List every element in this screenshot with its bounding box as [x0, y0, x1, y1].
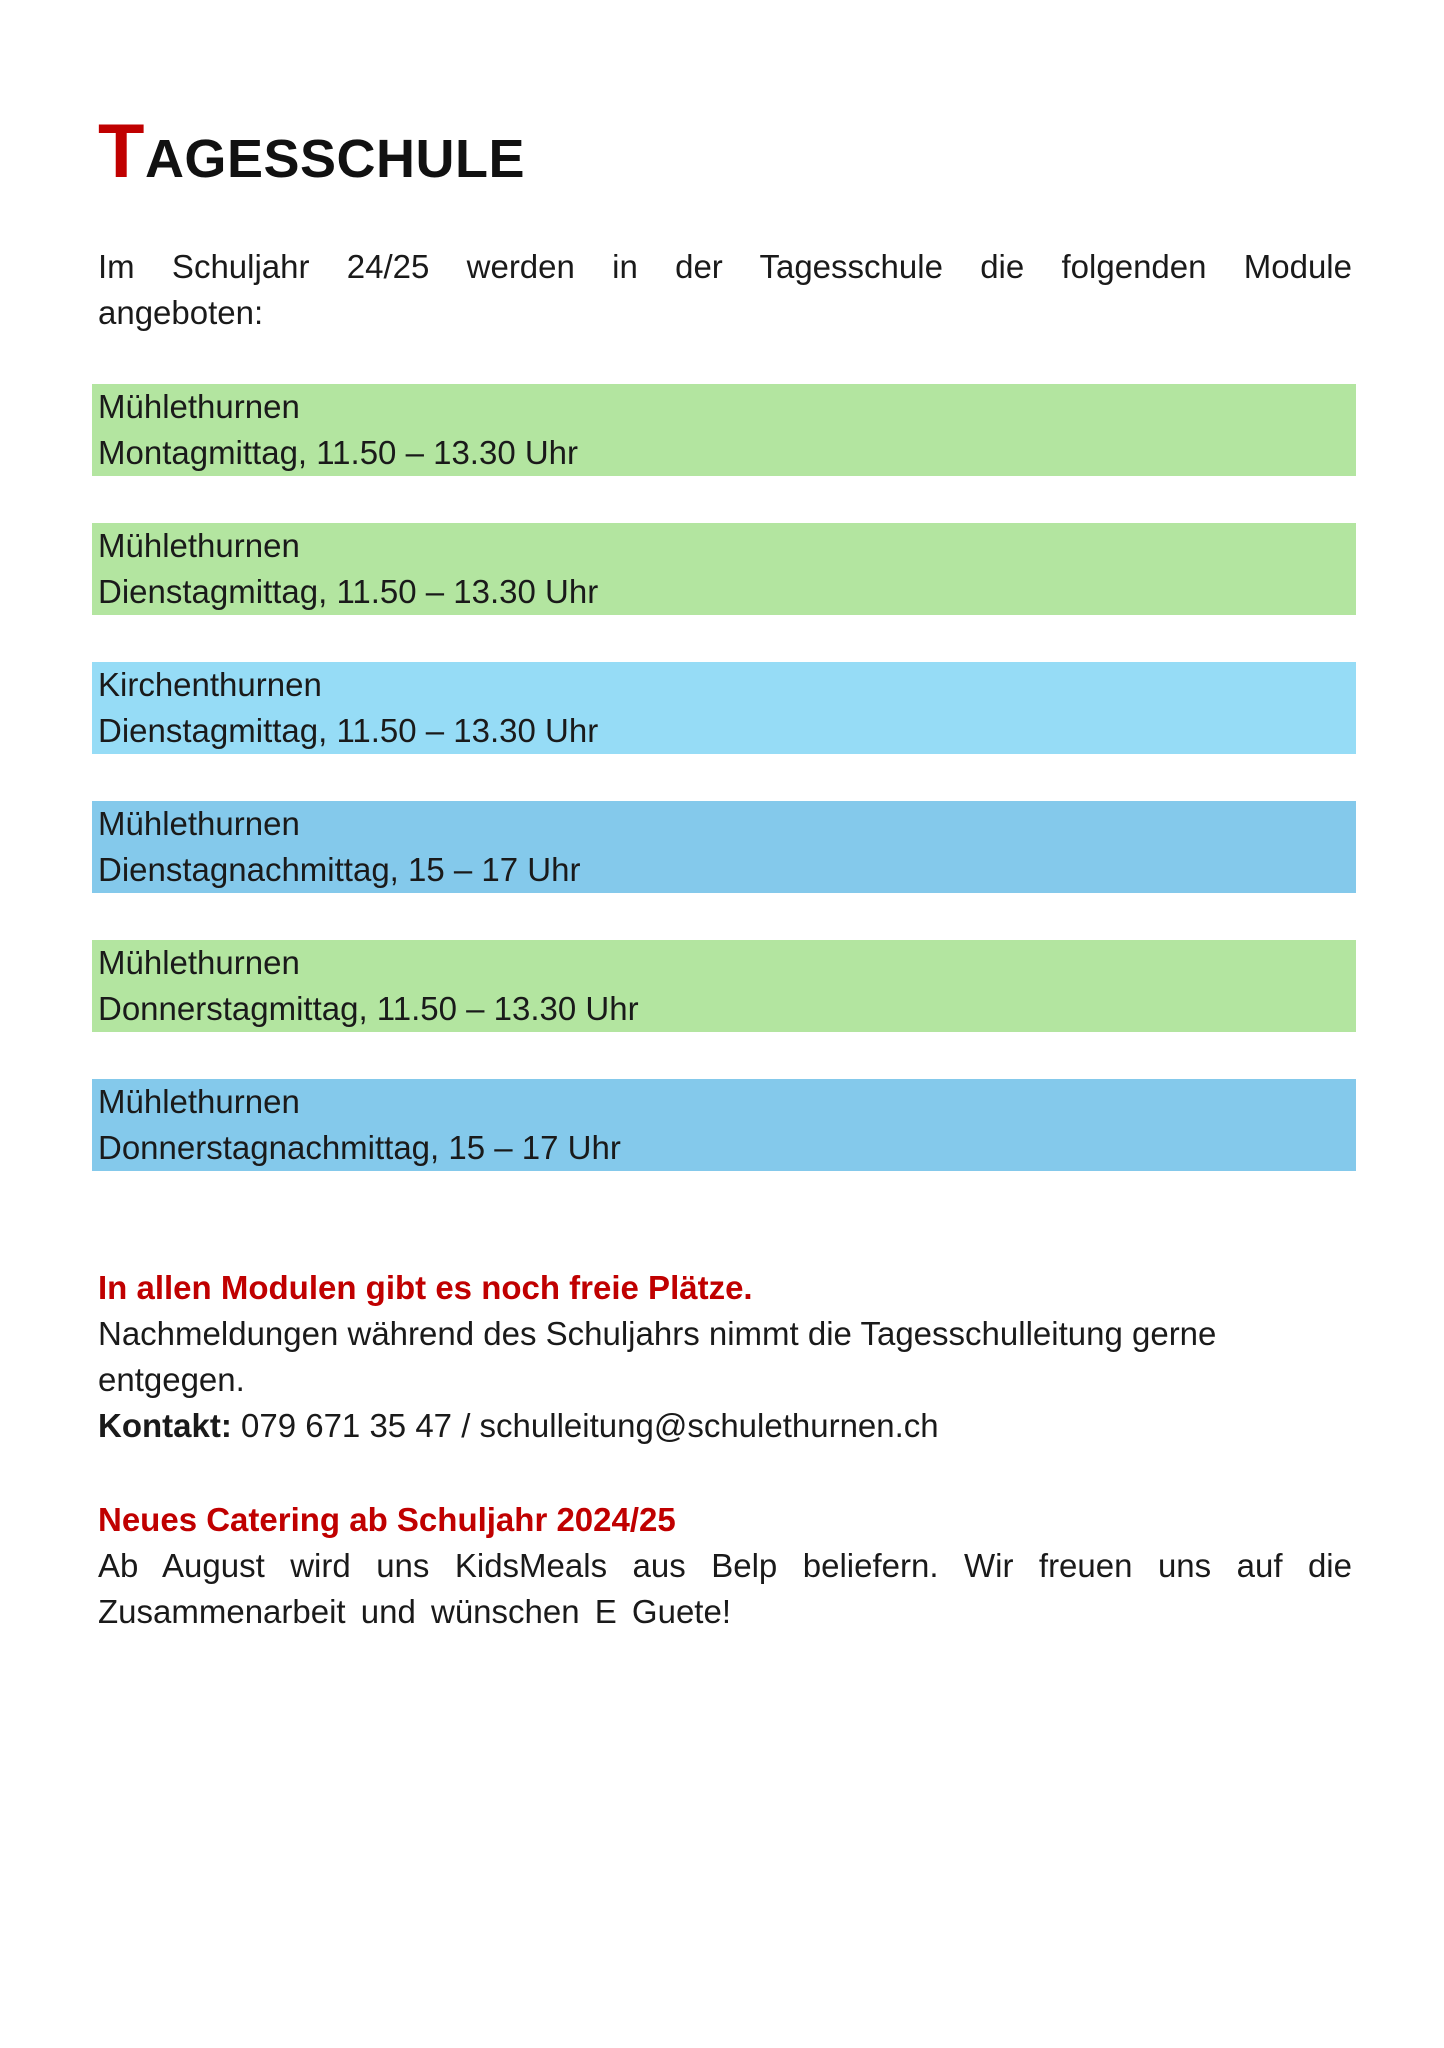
catering-heading: Neues Catering ab Schuljahr 2024/25 [98, 1501, 676, 1538]
module-item [92, 662, 1356, 754]
contact-line [98, 1407, 939, 1444]
module-item [92, 384, 1356, 476]
catering-section [98, 1497, 1352, 1635]
module-item [92, 523, 1356, 615]
module-time: Donnerstagnachmittag, 15 – 17 Uhr [98, 1129, 621, 1166]
module-place: Mühlethurnen [98, 944, 300, 981]
module-place: Mühlethurnen [98, 805, 300, 842]
availability-notice [98, 1265, 1352, 1449]
module-item [92, 940, 1356, 1032]
module-time: Dienstagmittag, 11.50 – 13.30 Uhr [98, 712, 599, 749]
module-place: Mühlethurnen [98, 388, 300, 425]
module-place: Mühlethurnen [98, 527, 300, 564]
module-item [92, 801, 1356, 893]
late-registration-text: Nachmeldungen während des Schuljahrs nimmt die Tagesschulleitung gerne entgegen. [98, 1315, 1217, 1398]
title-initial: T [98, 109, 145, 194]
module-item [92, 1079, 1356, 1171]
module-place: Mühlethurnen [98, 1083, 300, 1120]
module-list [92, 384, 1356, 1218]
catering-text: Ab August wird uns KidsMeals aus Belp beliefern. Wir freuen uns auf die Zusammenarbeit und wünschen E Guete! [98, 1547, 1352, 1630]
module-time: Donnerstagmittag, 11.50 – 13.30 Uhr [98, 990, 639, 1027]
contact-label: Kontakt: [98, 1407, 232, 1444]
module-time: Montagmittag, 11.50 – 13.30 Uhr [98, 434, 579, 471]
intro-paragraph: Im Schuljahr 24/25 werden in der Tagesschule die folgenden Module angeboten: [98, 248, 1352, 331]
module-place: Kirchenthurnen [98, 666, 322, 703]
module-time: Dienstagmittag, 11.50 – 13.30 Uhr [98, 573, 599, 610]
title-rest: AGESSCHULE [144, 129, 525, 189]
contact-value: 079 671 35 47 / schulleitung@schulethurnen.ch [231, 1407, 939, 1444]
module-time: Dienstagnachmittag, 15 – 17 Uhr [98, 851, 581, 888]
page-title [98, 109, 525, 199]
availability-heading: In allen Modulen gibt es noch freie Plätze. [98, 1269, 753, 1306]
